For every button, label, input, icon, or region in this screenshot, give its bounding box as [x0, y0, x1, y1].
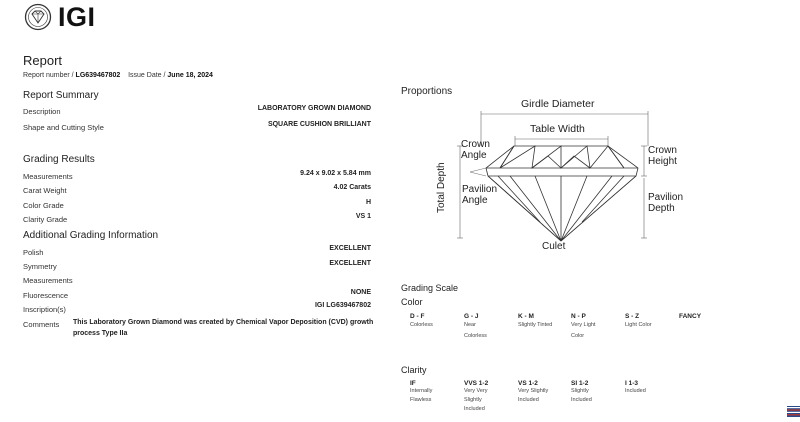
color-scale-title: Color — [401, 297, 423, 307]
clarity-scale-title: Clarity — [401, 365, 427, 375]
grading-label-color: Color Grade — [23, 201, 64, 210]
label-pavilion-angle-2: Angle — [462, 195, 488, 206]
clarity-scale-item-i — [625, 380, 679, 396]
report-title: Report — [23, 53, 63, 68]
color-desc-sz: Light Color — [625, 322, 652, 328]
clarity-scale-item-si — [571, 380, 625, 405]
label-crown-height-2: Height — [648, 156, 677, 167]
diamond-diagram — [440, 96, 690, 256]
grading-value-color: H — [365, 199, 371, 206]
additional-value-symmetry: EXCELLENT — [329, 260, 371, 267]
summary-value-shape: SQUARE CUSHION BRILLIANT — [267, 121, 371, 128]
grading-title: Grading Results — [23, 154, 95, 165]
clarity-desc-if-1: Internally — [410, 388, 433, 394]
color-scale-item-gj — [464, 313, 524, 342]
label-total-depth: Total Depth — [436, 162, 447, 213]
clarity-desc-vvs-3: Included — [464, 406, 485, 412]
summary-value-description: LABORATORY GROWN DIAMOND — [257, 105, 371, 112]
clarity-code-vvs: VVS 1-2 — [464, 380, 489, 387]
color-code-sz: S - Z — [625, 313, 640, 320]
grading-value-clarity: VS 1 — [355, 213, 371, 220]
report-number-label: Report number / — [23, 72, 74, 79]
clarity-desc-vvs-1: Very Very — [464, 388, 488, 394]
additional-title: Additional Grading Information — [23, 230, 159, 241]
issue-date: June 18, 2024 — [167, 72, 213, 79]
clarity-code-vs: VS 1-2 — [518, 380, 538, 387]
clarity-scale-item-vs — [518, 380, 572, 405]
clarity-desc-vs-1: Very Slightly — [518, 388, 549, 394]
seal-icon — [24, 3, 52, 31]
color-desc-np-2: Color — [571, 333, 585, 339]
comments-label: Comments — [23, 320, 60, 329]
color-desc-gj-1: Near — [464, 322, 476, 328]
additional-value-fluorescence: NONE — [350, 289, 371, 296]
clarity-desc-vs-2: Included — [518, 397, 539, 403]
label-girdle-diameter: Girdle Diameter — [521, 98, 595, 110]
clarity-scale-item-if — [410, 380, 464, 405]
clarity-code-si: SI 1-2 — [571, 380, 589, 387]
label-crown-angle-1: Crown — [461, 139, 490, 150]
flag-icon[interactable] — [787, 404, 800, 415]
color-code-np: N - P — [571, 313, 586, 320]
report-meta — [23, 72, 213, 79]
label-pavilion-angle — [462, 184, 497, 206]
label-pavilion-depth — [648, 192, 683, 214]
issue-date-label: Issue Date / — [128, 72, 166, 79]
summary-title: Report Summary — [23, 90, 99, 101]
additional-label-inscription: Inscription(s) — [23, 305, 66, 314]
color-code-df: D - F — [410, 313, 425, 320]
clarity-scale-item-vvs — [464, 380, 518, 414]
color-scale-item-fancy — [679, 313, 739, 320]
clarity-desc-si-2: Included — [571, 397, 592, 403]
label-culet: Culet — [542, 241, 566, 252]
comments-text: This Laboratory Grown Diamond was created by Chemical Vapor Deposition (CVD) growth process Type IIa — [73, 319, 374, 337]
color-desc-gj-2: Colorless — [464, 333, 487, 339]
label-crown-angle-2: Angle — [461, 150, 487, 161]
grading-label-carat: Carat Weight — [23, 186, 67, 195]
clarity-code-if: IF — [410, 380, 416, 387]
grading-label-clarity: Clarity Grade — [23, 215, 68, 224]
label-pavilion-angle-1: Pavilion — [462, 184, 498, 195]
color-scale-item-sz — [625, 313, 685, 331]
clarity-desc-i-1: Included — [625, 388, 646, 394]
clarity-desc-si-1: Slightly — [571, 388, 589, 394]
igi-logo[interactable] — [24, 2, 102, 32]
label-crown-height — [648, 145, 677, 167]
color-desc-df: Colorless — [410, 322, 433, 328]
color-desc-np-1: Very Light — [571, 322, 596, 328]
color-code-fancy: FANCY — [679, 313, 702, 320]
label-pavilion-depth-2: Depth — [648, 203, 675, 214]
additional-value-inscription: IGI LG639467802 — [314, 302, 371, 309]
additional-value-polish: EXCELLENT — [329, 245, 371, 252]
clarity-code-i: I 1-3 — [625, 380, 639, 387]
grading-scale-title: Grading Scale — [401, 283, 459, 293]
color-scale-item-np — [571, 313, 631, 342]
additional-label-measurements: Measurements — [23, 276, 73, 285]
color-code-gj: G - J — [464, 313, 479, 320]
label-crown-angle — [461, 139, 490, 161]
proportions-title: Proportions — [401, 86, 453, 97]
summary-label-shape: Shape and Cutting Style — [23, 123, 104, 132]
report-number: LG639467802 — [75, 72, 121, 79]
label-table-width: Table Width — [530, 123, 585, 135]
summary-label-description: Description — [23, 107, 61, 116]
grading-label-measurements: Measurements — [23, 172, 73, 181]
color-code-km: K - M — [518, 313, 534, 320]
label-crown-height-1: Crown — [648, 145, 677, 156]
flag-icon-svg — [787, 406, 800, 417]
color-desc-km: Slightly Tinted — [518, 322, 553, 328]
logo-text: IGI — [58, 1, 96, 32]
color-scale-item-km — [518, 313, 578, 331]
grading-value-carat: 4.02 Carats — [333, 184, 371, 191]
additional-label-polish: Polish — [23, 248, 44, 257]
clarity-desc-if-2: Flawless — [410, 397, 432, 403]
proportions-diagram — [440, 96, 690, 256]
grading-value-measurements: 9.24 x 9.02 x 5.84 mm — [300, 170, 371, 177]
additional-label-symmetry: Symmetry — [23, 262, 57, 271]
clarity-desc-vvs-2: Slightly — [464, 397, 482, 403]
additional-label-fluorescence: Fluorescence — [23, 291, 69, 300]
label-pavilion-depth-1: Pavilion — [648, 192, 684, 203]
